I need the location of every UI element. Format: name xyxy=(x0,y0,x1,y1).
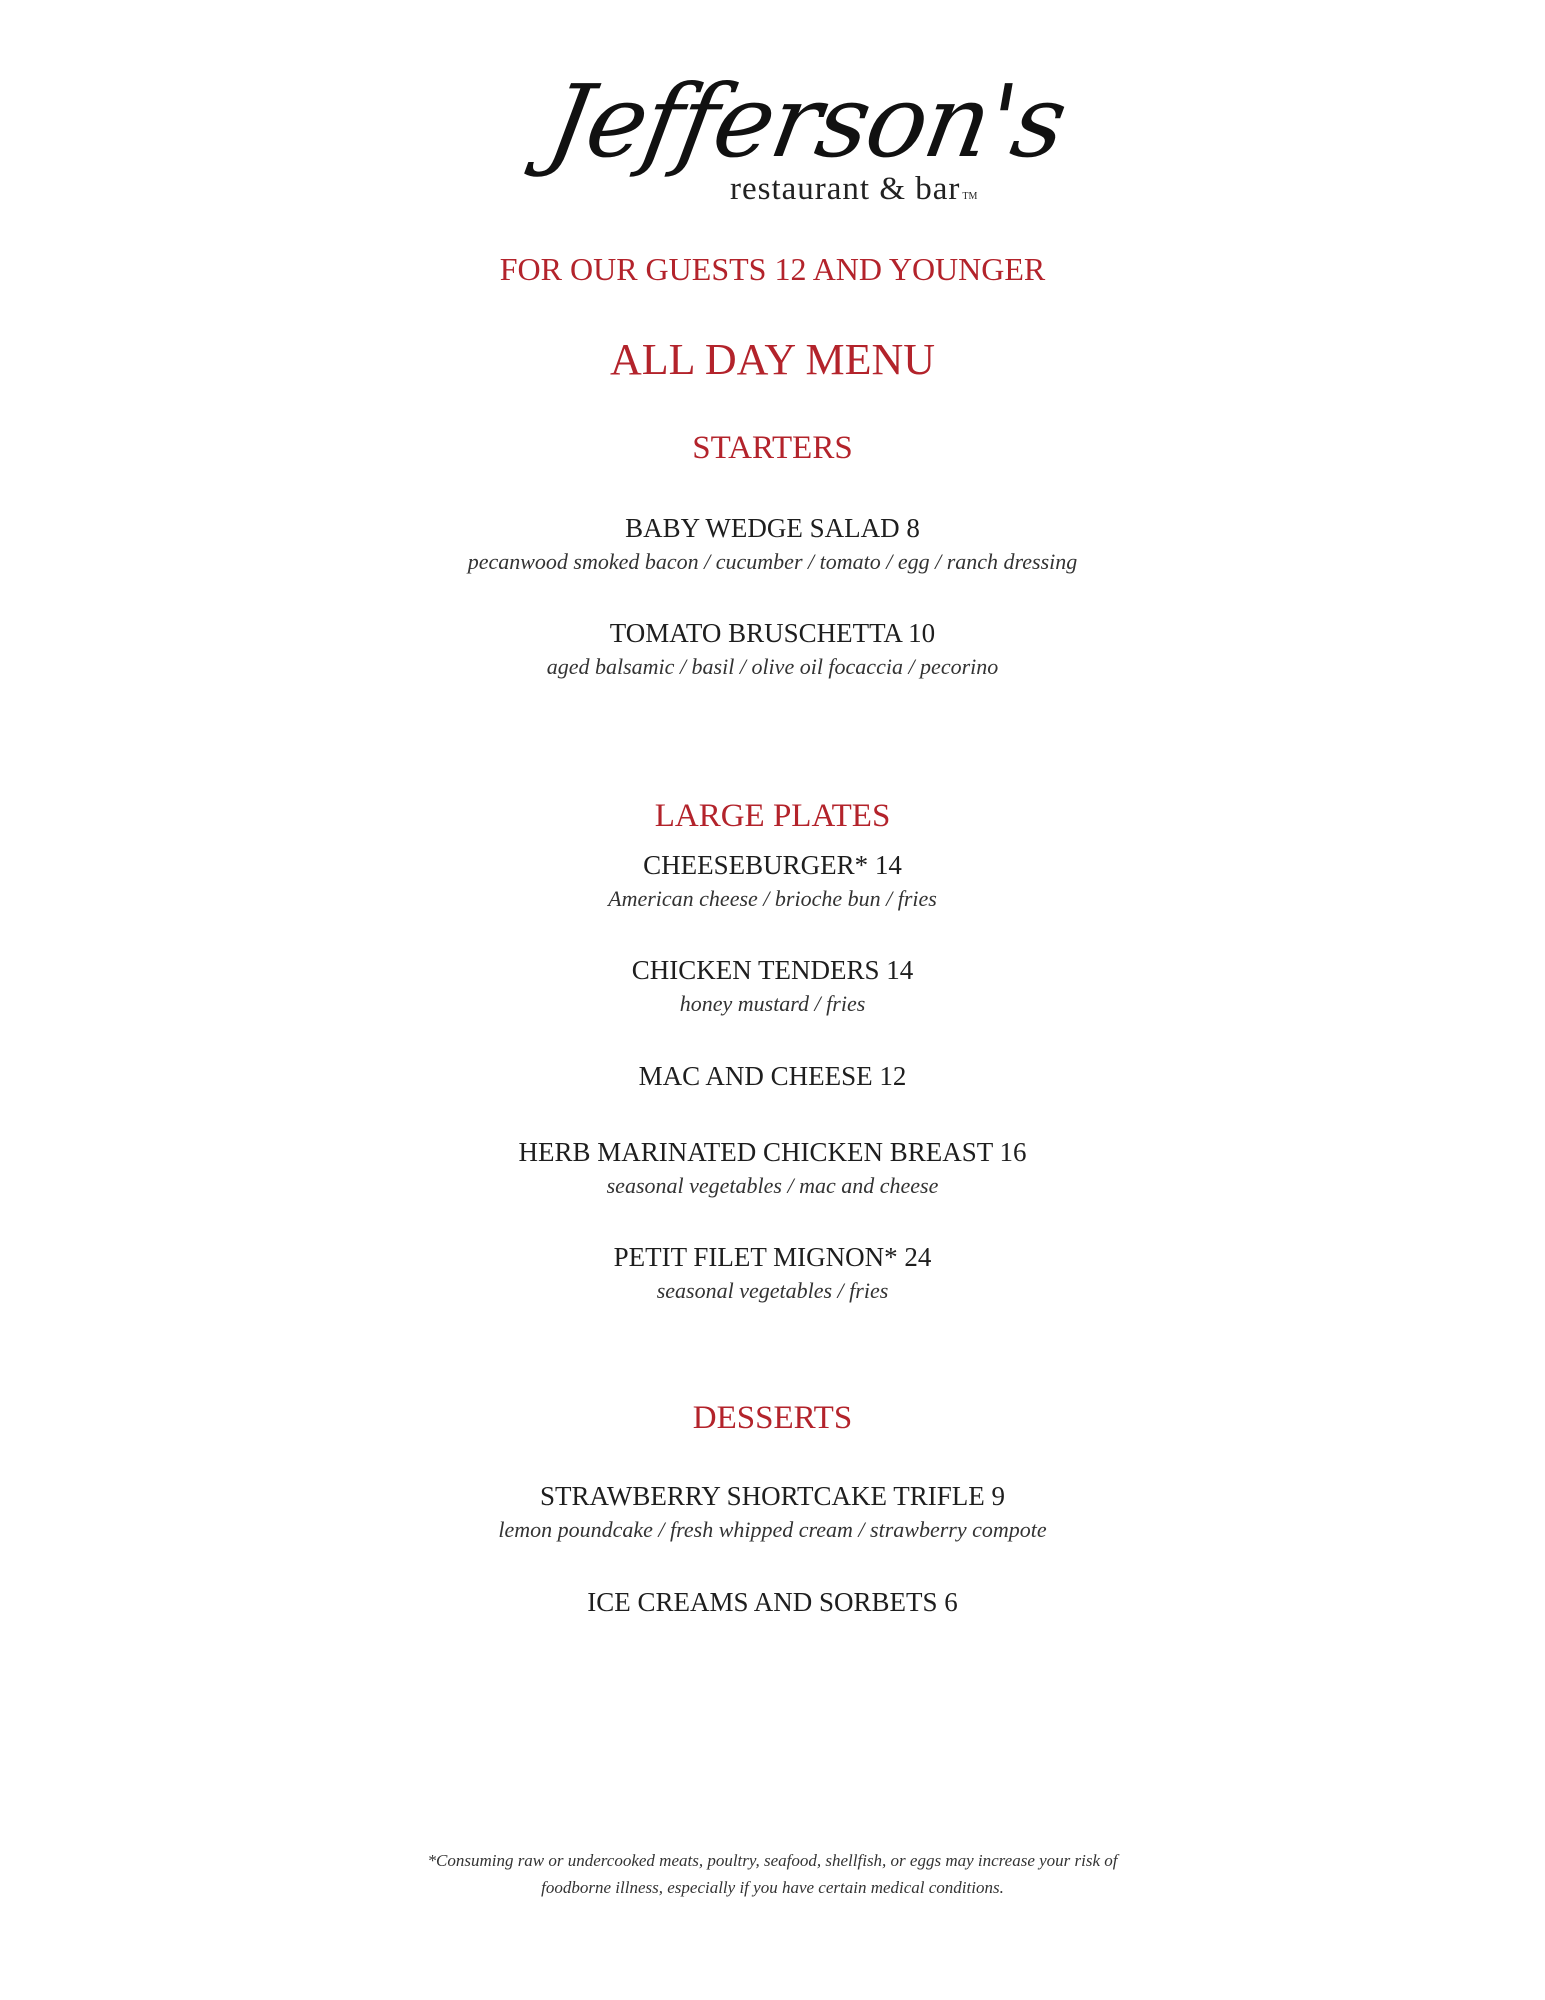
item-name: PETIT FILET MIGNON* 24 xyxy=(613,1242,932,1272)
logo-tm: TM xyxy=(962,191,978,202)
item-description: pecanwood smoked bacon / cucumber / tomato / egg / ranch dressing xyxy=(467,549,1078,574)
restaurant-logo xyxy=(539,63,1074,248)
item-name: CHICKEN TENDERS 14 xyxy=(631,955,914,985)
item-name: STRAWBERRY SHORTCAKE TRIFLE 9 xyxy=(539,1481,1005,1511)
item-description: seasonal vegetables / fries xyxy=(656,1278,889,1303)
footnote-line-1: *Consuming raw or undercooked meats, poultry, seafood, shellfish, or eggs may increase your risk of xyxy=(427,1851,1118,1870)
item-description: American cheese / brioche bun / fries xyxy=(608,886,937,911)
logo-subtitle-text: restaurant & bar xyxy=(730,171,961,207)
footnote-line-2: foodborne illness, especially if you have certain medical conditions. xyxy=(541,1878,1004,1897)
item-name: MAC AND CHEESE 12 xyxy=(638,1061,907,1091)
item-name: TOMATO BRUSCHETTA 10 xyxy=(609,618,936,648)
item-description: lemon poundcake / fresh whipped cream / strawberry compote xyxy=(498,1517,1047,1542)
item-name: CHEESEBURGER* 14 xyxy=(643,850,902,880)
item-description: aged balsamic / basil / olive oil focaccia / pecorino xyxy=(546,654,999,679)
item-description: seasonal vegetables / mac and cheese xyxy=(606,1173,939,1198)
item-name: HERB MARINATED CHICKEN BREAST 16 xyxy=(518,1137,1027,1167)
logo-script: Jefferson's xyxy=(539,63,1074,180)
item-name: ICE CREAMS AND SORBETS 6 xyxy=(587,1587,958,1617)
item-name: BABY WEDGE SALAD 8 xyxy=(625,513,920,543)
item-description: honey mustard / fries xyxy=(679,991,866,1016)
guests-heading: FOR OUR GUESTS 12 AND YOUNGER xyxy=(499,251,1046,287)
menu-title: ALL DAY MENU xyxy=(609,335,936,384)
section-title-large-plates: LARGE PLATES xyxy=(654,798,891,834)
section-title-starters: STARTERS xyxy=(692,430,853,466)
section-title-desserts: DESSERTS xyxy=(692,1400,853,1436)
logo-subtitle xyxy=(730,173,977,206)
